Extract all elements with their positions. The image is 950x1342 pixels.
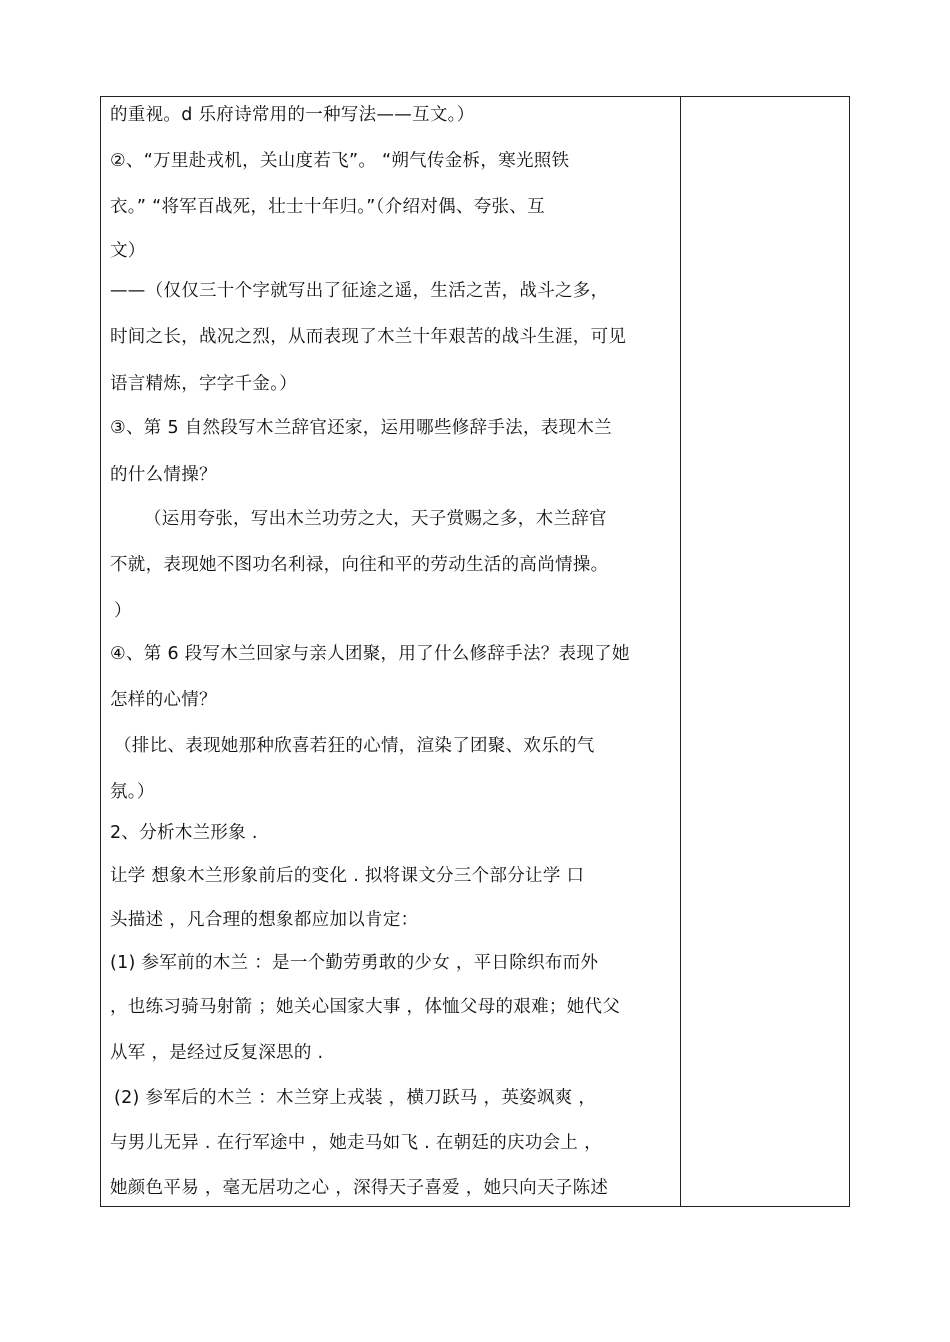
text-line: 时间之长，战况之烈，从而表现了木兰十年艰苦的战斗生涯，可见: [110, 327, 627, 347]
text-line: 怎样的心情？: [110, 690, 217, 710]
text-line: ③、第 5 自然段写木兰辞官还家，运用哪些修辞手法，表现木兰: [110, 418, 612, 438]
text-line: 不就，表现她不图功名利禄，向往和平的劳动生活的高尚情操。: [110, 555, 609, 575]
text-line: 的什么情操？: [110, 465, 217, 485]
text-line: 头描述 ，凡合理的想象都应加以肯定：: [110, 910, 419, 930]
text-line: ②、“万里赴戎机，关山度若飞”。 “朔气传金柝，寒光照铁: [110, 151, 570, 171]
text-line: (2) 参军后的木兰 ：木兰穿上戎装 ，横刀跃马 ，英姿飒爽 ，: [114, 1088, 597, 1108]
text-line: ④、第 6 段写木兰回家与亲人团聚，用了什么修辞手法？表现了她: [110, 644, 630, 664]
text-line: ）: [114, 601, 132, 621]
document-table: [100, 96, 850, 1207]
text-line: 语言精炼，字字千金。）: [110, 374, 298, 394]
text-line: 衣。” “将军百战死，壮士十年归。”（介绍对偶、夸张、互: [110, 197, 545, 217]
text-line: 氛。）: [110, 782, 155, 802]
text-line: 文）: [110, 241, 146, 261]
text-line: ——（仅仅三十个字就写出了征途之遥，生活之苦，战斗之多，: [110, 281, 609, 301]
text-line: 的重视。d 乐府诗常用的一种写法——互文。）: [110, 105, 475, 125]
text-line: (1) 参军前的木兰 ：是一个勤劳勇敢的少女 ，平日除织布而外: [110, 953, 599, 973]
text-line: 2、分析木兰形象 .: [110, 823, 258, 843]
text-line: ，也练习骑马射箭 ；她关心国家大事 ，体恤父母的艰难；她代父: [110, 997, 621, 1017]
text-line: （运用夸张，写出木兰功劳之大，天子赏赐之多，木兰辞官: [144, 509, 607, 529]
notes-cell: [681, 97, 849, 1206]
text-line: （排比、表现她那种欣喜若狂的心情，渲染了团聚、欢乐的气: [114, 736, 595, 756]
text-line: 她颜色平易 ，毫无居功之心 ，深得天子喜爱 ，她只向天子陈述: [110, 1178, 609, 1198]
text-line: 让学 想象木兰形象前后的变化 . 拟将课文分三个部分让学 口: [110, 866, 585, 886]
text-line: 与男儿无异 . 在行军途中 ，她走马如飞 . 在朝廷的庆功会上 ，: [110, 1133, 602, 1153]
text-line: 从军 ，是经过反复深思的 .: [110, 1043, 324, 1063]
